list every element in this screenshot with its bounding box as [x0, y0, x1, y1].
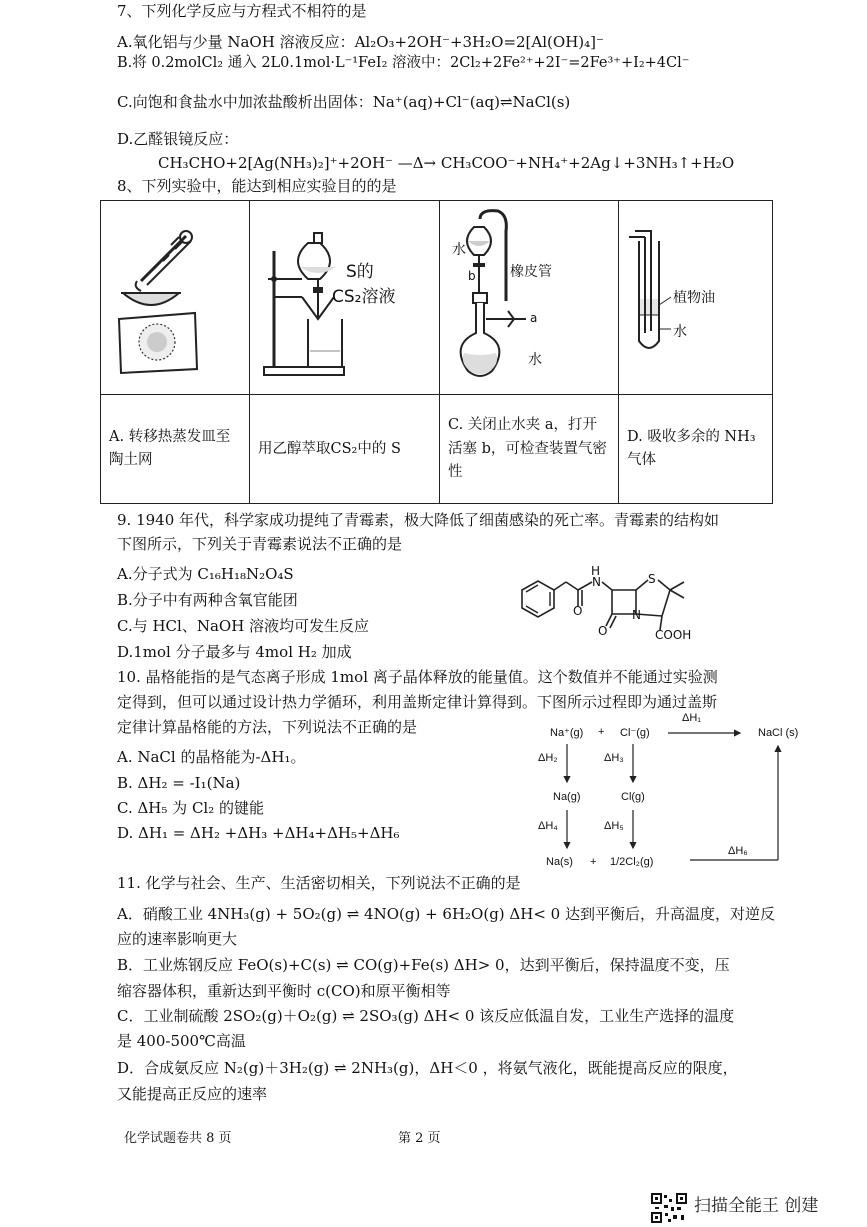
cycle-plus-bottom: +	[590, 856, 597, 868]
q8-cell-a-image	[101, 201, 250, 395]
cycle-na-ion: Na⁺(g)	[550, 727, 584, 739]
footer-total-pages: 化学试题卷共 8 页	[124, 1131, 232, 1146]
q8-cell-d-image	[619, 201, 773, 395]
q11-option-c-line2: 是 400-500℃高温	[117, 1032, 246, 1050]
q10-option-d: D. ΔH₁ = ΔH₂ +ΔH₃ +ΔH₄+ΔH₅+ΔH₆	[117, 824, 400, 842]
label-s-solution-1: S的	[346, 262, 374, 282]
q10-option-a: A. NaCl 的晶格能为-ΔH₁。	[117, 748, 306, 766]
q8-cell-b-image	[250, 201, 440, 395]
q9-option-d: D.1mol 分子最多与 4mol H₂ 加成	[117, 643, 352, 661]
label-clamp-a: a	[530, 311, 538, 325]
q7-stem: 7、下列化学反应与方程式不相符的是	[117, 2, 367, 20]
cycle-nacl-s: NaCl (s)	[758, 727, 799, 739]
label-water-tube: 水	[673, 324, 687, 340]
mol-label-n-ring: N	[632, 608, 641, 622]
q10-option-b: B. ΔH₂ = -I₁(Na)	[117, 774, 241, 792]
cycle-dh1: ΔH₁	[682, 712, 702, 724]
q9-stem-2: 下图所示，下列关于青霉素说法不正确的是	[117, 535, 403, 553]
cycle-cl-g: Cl(g)	[621, 791, 645, 803]
mol-label-cooh: COOH	[655, 628, 692, 642]
q11-option-c-line1: C．工业制硫酸 2SO₂(g)＋O₂(g) ⇌ 2SO₃(g) ΔH< 0 该反应低温自发，工业生产选择的温度	[117, 1007, 735, 1025]
q10-stem-1: 10. 晶格能指的是气态离子形成 1mol 离子晶体释放的能量值。这个数值并不能通过实验测	[117, 668, 718, 686]
label-rubber-tube: 橡皮管	[510, 264, 552, 280]
label-water-flask: 水	[528, 352, 542, 368]
label-valve-b: b	[468, 269, 476, 283]
qr-code-icon	[651, 1193, 687, 1223]
q7-option-a: A.氧化铝与少量 NaOH 溶液反应：Al₂O₃+2OH⁻+3H₂O=2[Al(OH)₄]⁻	[117, 33, 604, 51]
q11-option-d-line1: D．合成氨反应 N₂(g)＋3H₂(g) ⇌ 2NH₃(g)，ΔH＜0 ，将氨气液化，既能提高反应的限度，	[117, 1059, 738, 1077]
q8-caption-d: D. 吸收多余的 NH₃ 气体	[619, 395, 773, 504]
q7-option-d: D.乙醛银镜反应：	[117, 130, 239, 148]
q9-option-c: C.与 HCl、NaOH 溶液均可发生反应	[117, 617, 370, 635]
q9-stem-1: 9. 1940 年代，科学家成功提纯了青霉素，极大降低了细菌感染的死亡率。青霉素的结构如	[117, 511, 720, 529]
q7-option-c: C.向饱和食盐水中加浓盐酸析出固体：Na⁺(aq)+Cl⁻(aq)⇌NaCl(s)	[117, 93, 571, 111]
cycle-dh5: ΔH₅	[604, 820, 624, 832]
label-vegetable-oil: 植物油	[673, 290, 715, 306]
q8-stem: 8、下列实验中，能达到相应实验目的的是	[117, 177, 397, 195]
q7-option-b: B.将 0.2molCl₂ 通入 2L0.1mol·L⁻¹FeI₂ 溶液中：2Cl₂+2Fe²⁺+2I⁻=2Fe³⁺+I₂+4Cl⁻	[117, 55, 690, 71]
q8-caption-a: A. 转移热蒸发皿至陶土网	[101, 395, 250, 504]
mol-label-o-amide: O	[573, 604, 583, 618]
cycle-dh6: ΔH₆	[728, 845, 748, 857]
crucible-tongs-illustration	[101, 201, 249, 386]
cycle-plus-top: +	[598, 726, 605, 738]
cycle-cl-ion: Cl⁻(g)	[620, 727, 650, 739]
mol-label-h: H	[591, 564, 601, 578]
q9-option-a: A.分子式为 C₁₆H₁₈N₂O₄S	[117, 565, 294, 583]
cycle-dh4: ΔH₄	[538, 820, 558, 832]
q11-option-a-line1: A．硝酸工业 4NH₃(g) + 5O₂(g) ⇌ 4NO(g) + 6H₂O(g) ΔH< 0 达到平衡后，升高温度，对逆反	[117, 905, 775, 923]
q9-option-b: B.分子中有两种含氧官能团	[117, 591, 298, 609]
cycle-dh3: ΔH₃	[604, 752, 624, 764]
q8-caption-c: C. 关闭止水夹 a，打开活塞 b，可检查装置气密性	[440, 395, 619, 504]
scanner-watermark: 扫描全能王 创建	[694, 1196, 819, 1216]
mol-label-s: S	[648, 572, 656, 586]
q11-option-a-line2: 应的速率影响更大	[117, 930, 238, 948]
q8-experiment-table	[100, 200, 773, 504]
q11-stem: 11. 化学与社会、生产、生活密切相关，下列说法不正确的是	[117, 874, 521, 892]
q11-option-b-line2: 缩容器体积，重新达到平衡时 c(CO)和原平衡相等	[117, 982, 451, 1000]
label-water-top: 水	[452, 242, 466, 258]
q8-caption-b: 用乙醇萃取CS₂中的 S	[250, 395, 440, 504]
q11-option-d-line2: 又能提高正反应的速率	[117, 1085, 268, 1103]
cycle-half-cl2: 1/2Cl₂(g)	[610, 856, 654, 868]
q8-cell-c-image	[440, 201, 619, 395]
label-s-solution-2: CS₂溶液	[332, 287, 396, 307]
cycle-na-s: Na(s)	[546, 856, 573, 868]
footer-page-number: 第 2 页	[398, 1131, 441, 1146]
q7-option-d-equation: CH₃CHO+2[Ag(NH₃)₂]⁺+2OH⁻ —Δ→ CH₃COO⁻+NH₄⁺+2Ag↓+3NH₃↑+H₂O	[158, 154, 735, 172]
q11-option-b-line1: B．工业炼钢反应 FeO(s)+C(s) ⇌ CO(g)+Fe(s) ΔH> 0，达到平衡后，保持温度不变，压	[117, 956, 730, 974]
cycle-na-g: Na(g)	[553, 791, 581, 803]
mol-label-o-lactam: O	[598, 624, 608, 638]
q10-stem-2: 定得到，但可以通过设计热力学循环，利用盖斯定律计算得到。下图所示过程即为通过盖斯	[117, 693, 718, 711]
mol-label-n-amide: N	[592, 575, 601, 589]
q10-stem-3: 定律计算晶格能的方法，下列说法不正确的是	[117, 718, 418, 736]
q10-option-c: C. ΔH₅ 为 Cl₂ 的键能	[117, 799, 264, 817]
cycle-dh2: ΔH₂	[538, 752, 558, 764]
